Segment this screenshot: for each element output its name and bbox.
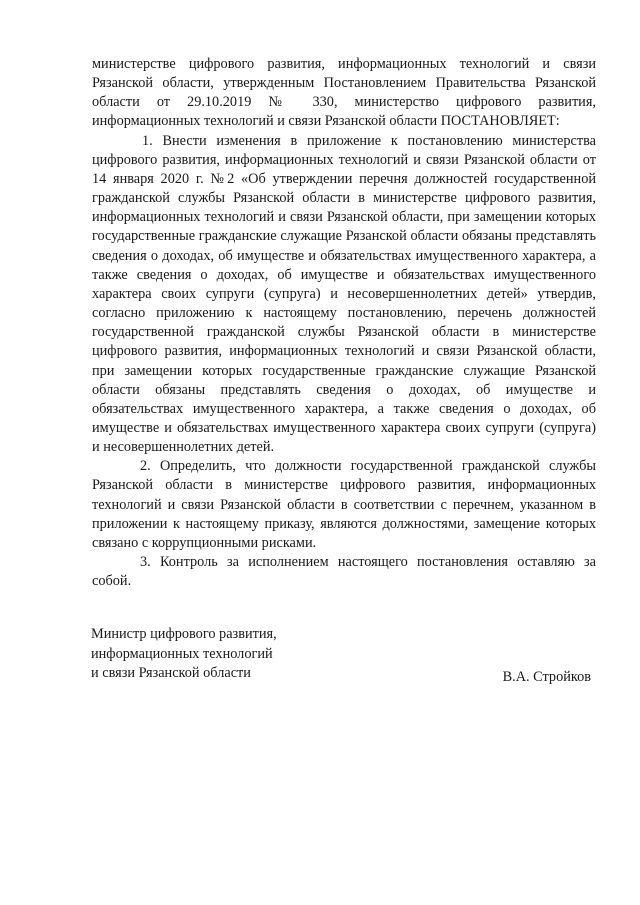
signer-position-line-1: Министр цифрового развития, (91, 626, 277, 642)
preamble-paragraph: министерстве цифрового развития, информационных технологий и связи Рязанской области, утвержденным Постановлением Правительства Рязанской области от 29.10.2019 № 330, министерство цифрового развития, информационных технологий и связи Рязанской области ПОСТАНОВЛЯЕТ: (92, 56, 596, 130)
clause-2-paragraph: 2. Определить, что должности государственной гражданской службы Рязанской области в министерстве цифрового развития, информационных технологий и связи Рязанской области в соответствии с перечнем, указанном в приложении к настоящему приказу, являются должностями, замещение которых связано с коррупционными рисками. (92, 458, 596, 551)
signer-position-line-2: информационных технологий (91, 645, 273, 662)
clause-1-paragraph: 1. Внести изменения в приложение к постановлению министерства цифрового развития, информационных технологий и связи Рязанской области от 14 января 2020 г. №2 «Об утверждении перечня должностей государственной гражданской службы Рязанской области в министерстве цифрового развития, информационных технологий и связи Рязанской области, при замещении которых государственные гражданские служащие Рязанской области обязаны представлять сведения о доходах, об имуществе и обязательствах имущественного характера, а также сведения о доходах, об имуществе и обязательствах имущественного характера своих супруги (супруга) и несовершеннолетних детей» утвердив, согласно приложению к настоящему постановлению, перечень должностей государственной гражданской службы Рязанской области в министерстве цифрового развития, информационных технологий и связи Рязанской области, при замещении которых государственные гражданские служащие Рязанской области обязаны представлять сведения о доходах, об имуществе и обязательствах имущественного характера, а также сведения о доходах, об имуществе и обязательствах имущественного характера своих супруги (супруга) и несовершеннолетних детей. (92, 132, 596, 456)
signer-name: В.А. Стройков (502, 669, 591, 685)
signer-position-line-3: и связи Рязанской области (91, 665, 251, 682)
document-body (92, 55, 596, 591)
clause-3-paragraph: 3. Контроль за исполнением настоящего постановления оставляю за собой. (92, 554, 596, 590)
signature-block (91, 625, 601, 684)
